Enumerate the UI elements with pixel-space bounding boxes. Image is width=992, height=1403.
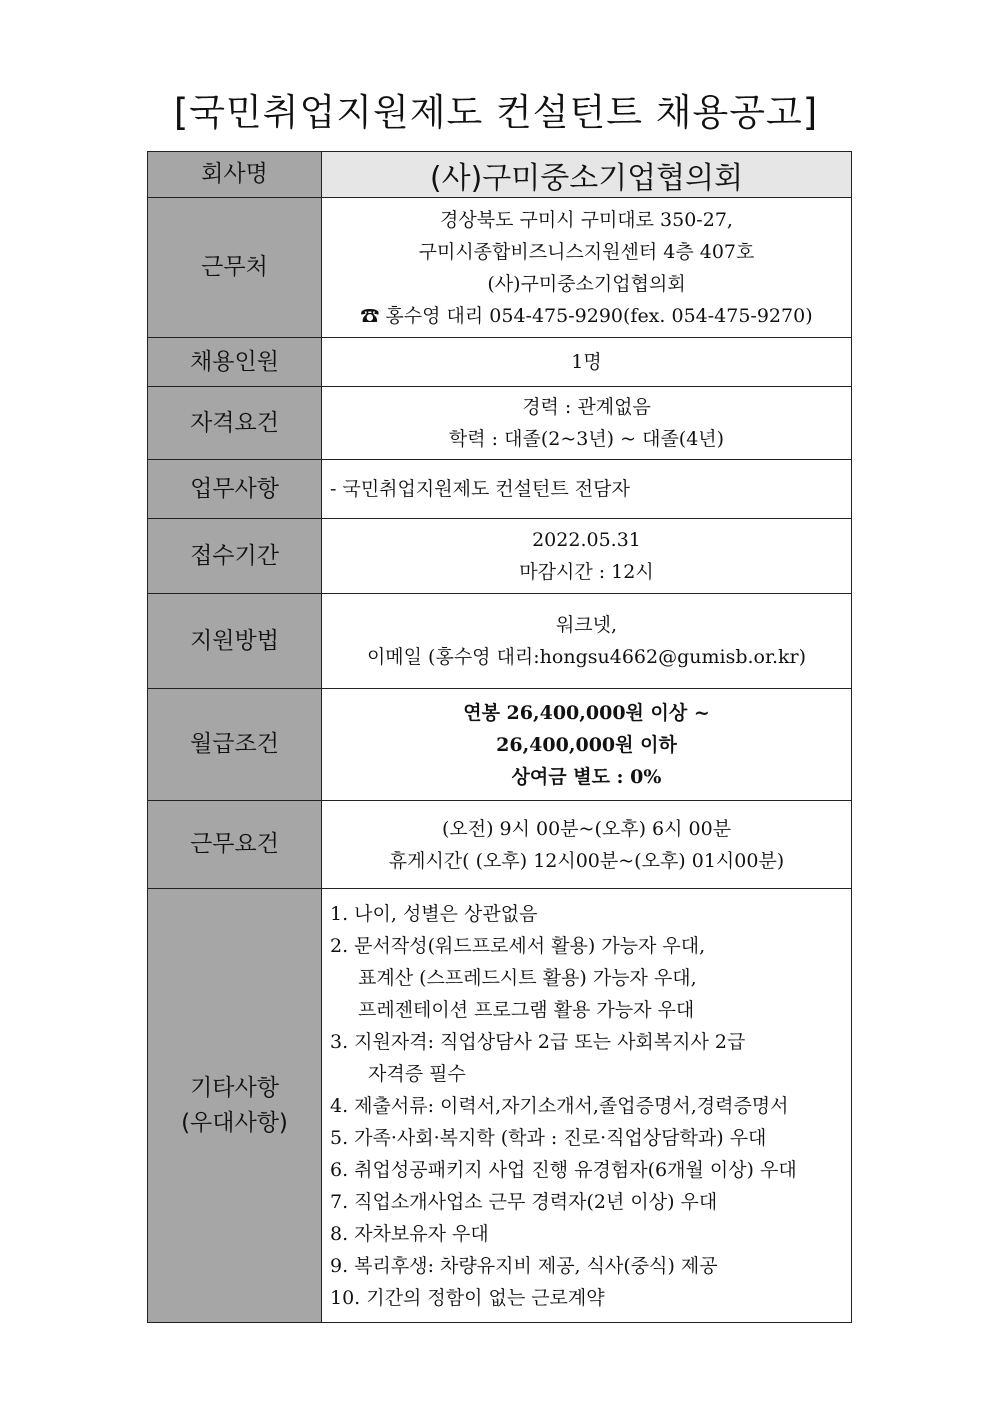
- row-application-method: [148, 594, 852, 689]
- list-item: 8. 자차보유자 우대: [330, 1222, 489, 1245]
- workplace-contact: [322, 300, 851, 332]
- row-company: [148, 152, 852, 198]
- break-time: 휴게시간( (오후) 12시00분~(오후) 01시00분): [388, 849, 785, 872]
- application-method-value: [322, 594, 852, 689]
- qualification-value: [322, 387, 852, 460]
- workplace-label: 근무처: [148, 198, 322, 338]
- application-period-value: [322, 519, 852, 594]
- duties-value: - 국민취업지원제도 컨설턴트 전담자: [322, 460, 852, 519]
- salary-label: 월급조건: [148, 689, 322, 801]
- headcount-label: 채용인원: [148, 338, 322, 387]
- list-item: 1. 나이, 성별은 상관없음: [330, 902, 538, 925]
- row-application-period: [148, 519, 852, 594]
- list-item: 3. 지원자격: 직업상담사 2급 또는 사회복지사 2급: [330, 1030, 746, 1053]
- other-label: [148, 889, 322, 1323]
- company-label: 회사명: [148, 152, 322, 198]
- company-value: (사)구미중소기업협의회: [322, 152, 852, 198]
- row-salary: [148, 689, 852, 801]
- other-value: [322, 889, 852, 1323]
- workplace-address-line: 구미시종합비즈니스지원센터 4층 407호: [418, 240, 755, 263]
- other-label-line1: 기타사항: [190, 1075, 279, 1101]
- workplace-value: [322, 198, 852, 338]
- list-item: 4. 제출서류: 이력서,자기소개서,졸업증명서,경력증명서: [330, 1094, 789, 1117]
- list-item: 6. 취업성공패키지 사업 진행 유경험자(6개월 이상) 우대: [330, 1158, 797, 1181]
- workplace-address-line: 경상북도 구미시 구미대로 350-27,: [440, 208, 733, 231]
- salary-line: 연봉 26,400,000원 이상 ~: [463, 701, 710, 724]
- list-item: 프레젠테이션 프로그램 활용 가능자 우대: [358, 998, 695, 1021]
- phone-icon: ☎: [360, 304, 380, 327]
- list-item: 9. 복리후생: 차량유지비 제공, 식사(중식) 제공: [330, 1254, 718, 1277]
- workplace-address-line: (사)구미중소기업협의회: [487, 272, 686, 295]
- application-method-line: 워크넷,: [555, 614, 618, 636]
- salary-value: [322, 689, 852, 801]
- list-item: 10. 기간의 정함이 없는 근로계약: [330, 1286, 605, 1309]
- list-item: 2. 문서작성(워드프로세서 활용) 가능자 우대,: [330, 934, 706, 957]
- application-email: 이메일 (홍수영 대리:hongsu4662@gumisb.or.kr): [366, 646, 807, 668]
- application-deadline-time: 마감시간 : 12시: [519, 561, 654, 583]
- row-duties: [148, 460, 852, 519]
- application-method-label: 지원방법: [148, 594, 322, 689]
- duties-label: 업무사항: [148, 460, 322, 519]
- application-date: 2022.05.31: [532, 529, 641, 551]
- row-qualification: [148, 387, 852, 460]
- salary-line: 26,400,000원 이하: [496, 733, 677, 756]
- qualification-line: 학력 : 대졸(2~3년) ~ 대졸(4년): [448, 428, 725, 450]
- row-headcount: [148, 338, 852, 387]
- list-item: 5. 가족·사회·복지학 (학과 : 진로·직업상담학과) 우대: [330, 1126, 767, 1149]
- other-label-line2: (우대사항): [181, 1109, 288, 1136]
- qualification-line: 경력 : 관계없음: [522, 396, 651, 418]
- page-title: [국민취업지원제도 컨설턴트 채용공고]: [173, 91, 819, 134]
- list-item: 7. 직업소개사업소 근무 경력자(2년 이상) 우대: [330, 1190, 718, 1213]
- contact-text: 홍수영 대리 054-475-9290(fex. 054-475-9270): [385, 304, 813, 327]
- salary-line: 상여금 별도 : 0%: [511, 765, 662, 788]
- job-posting-table: [147, 151, 852, 1323]
- row-other: [148, 889, 852, 1323]
- qualification-label: 자격요건: [148, 387, 322, 460]
- list-item: 표계산 (스프레드시트 활용) 가능자 우대,: [358, 966, 697, 989]
- row-working-conditions: [148, 801, 852, 889]
- working-hours: (오전) 9시 00분~(오후) 6시 00분: [441, 817, 732, 840]
- application-period-label: 접수기간: [148, 519, 322, 594]
- headcount-value: 1명: [322, 338, 852, 387]
- working-conditions-label: 근무요건: [148, 801, 322, 889]
- row-workplace: [148, 198, 852, 338]
- list-item: 자격증 필수: [368, 1062, 466, 1085]
- working-conditions-value: [322, 801, 852, 889]
